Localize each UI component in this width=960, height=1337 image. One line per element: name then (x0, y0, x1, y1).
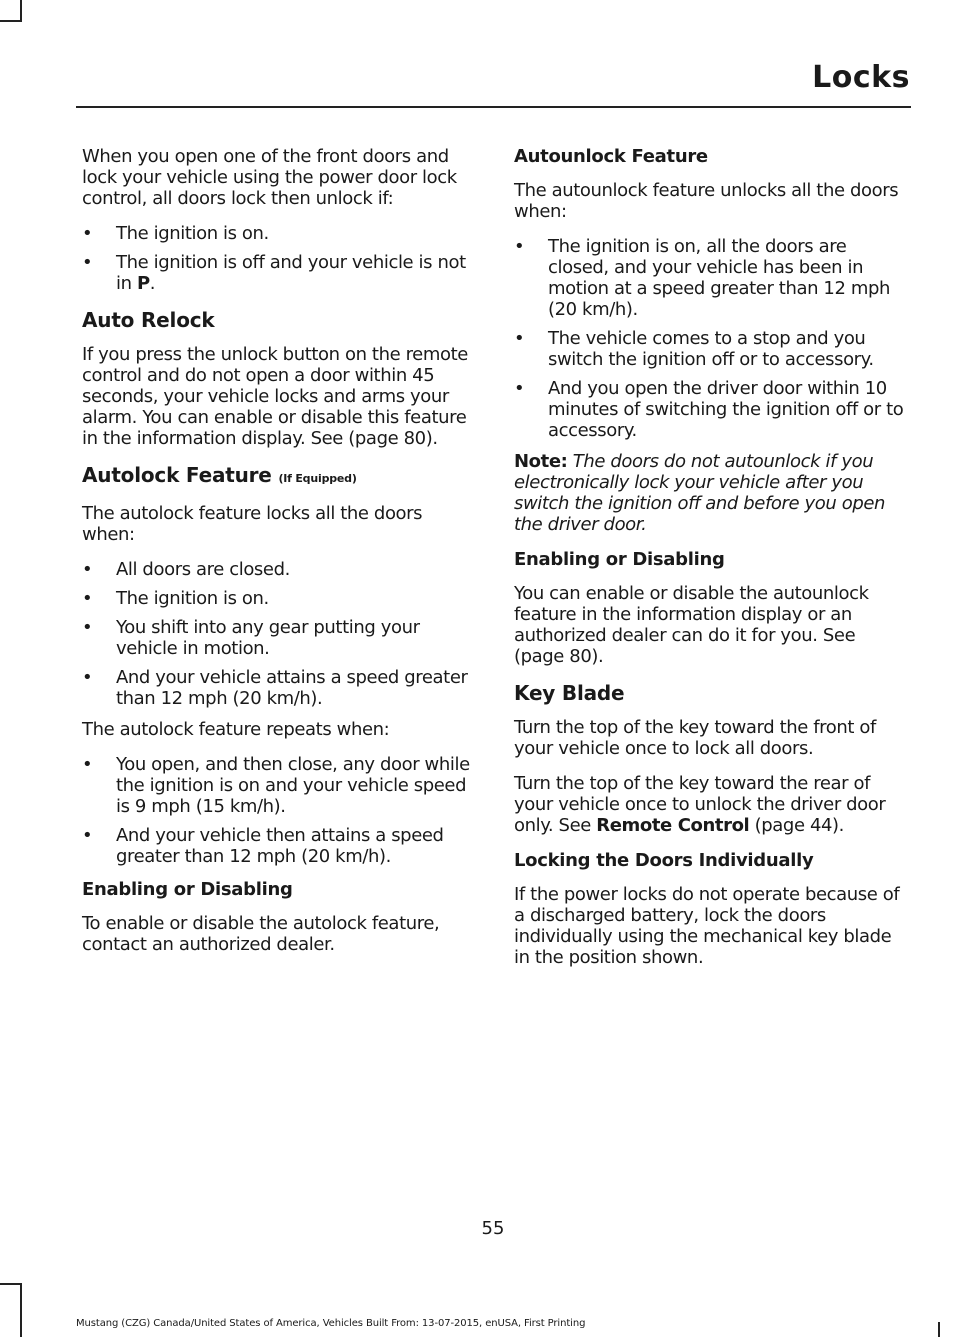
crop-mark-top-left-h (0, 20, 22, 22)
list-item: • All doors are closed. (82, 559, 290, 580)
autolock-repeat-intro: The autolock feature repeats when: (82, 719, 390, 740)
if-equipped-qualifier: (If Equipped) (278, 472, 357, 485)
autolock-repeat-list (82, 754, 477, 867)
autolock-condition-list (82, 559, 477, 709)
autolock-heading: Autolock Feature (If Equipped) (82, 463, 357, 487)
page-number: 55 (481, 1218, 505, 1239)
note-label: Note: (514, 451, 568, 472)
note-body: The doors do not autounlock if you electronically lock your vehicle after you switch the ignition off and before you open the driver door. (514, 451, 886, 535)
list-item: • You open, and then close, any door while the ignition is on and your vehicle speed is 9 mph (15 km/h). (82, 754, 470, 817)
right-column (514, 146, 909, 982)
bullet-icon: • (82, 825, 93, 846)
footer-text: Mustang (CZG) Canada/United States of America, Vehicles Built From: 13-07-2015, enUSA, First Printing (76, 1318, 586, 1329)
bullet-icon: • (82, 252, 93, 273)
locking-individually-heading: Locking the Doors Individually (514, 850, 814, 871)
list-item: • And your vehicle attains a speed greater than 12 mph (20 km/h). (82, 667, 468, 709)
remote-control-reference: Remote Control (596, 815, 750, 836)
intro-condition-list (82, 223, 477, 294)
list-item: • The vehicle comes to a stop and you switch the ignition off or to accessory. (514, 328, 874, 370)
list-item: • The ignition is on. (82, 223, 269, 244)
bullet-icon: • (514, 378, 525, 399)
list-item: • The ignition is on. (82, 588, 269, 609)
autounlock-enable-body: You can enable or disable the autounlock feature in the information display or an authorized dealer can do it for you. See (page 80). (514, 583, 869, 667)
list-item: • You shift into any gear putting your vehicle in motion. (82, 617, 420, 659)
park-gear-label: P (136, 273, 150, 294)
locking-individually-body: If the power locks do not operate because of a discharged battery, lock the doors individually using the mechanical key blade in the position shown. (514, 884, 900, 968)
bullet-icon: • (82, 667, 93, 688)
list-item: • The ignition is off and your vehicle is not in P. (82, 252, 466, 294)
page-header-title: Locks (812, 60, 910, 95)
autolock-intro: The autolock feature locks all the doors when: (82, 503, 423, 545)
list-item: • And you open the driver door within 10 minutes of switching the ignition off or to accessory. (514, 378, 904, 441)
header-rule (76, 106, 911, 108)
auto-relock-heading: Auto Relock (82, 308, 215, 332)
list-item: • The ignition is on, all the doors are closed, and your vehicle has been in motion at a speed greater than 12 mph (20 km/h). (514, 236, 891, 320)
autounlock-intro: The autounlock feature unlocks all the doors when: (514, 180, 899, 222)
intro-paragraph: When you open one of the front doors and lock your vehicle using the power door lock control, all doors lock then unlock if: (82, 146, 457, 209)
auto-relock-body: If you press the unlock button on the remote control and do not open a door within 45 seconds, your vehicle locks and arms your alarm. You can enable or disable this feature in the information display. See (page 80). (82, 344, 468, 449)
bullet-icon: • (82, 754, 93, 775)
crop-mark-top-left-v (20, 0, 22, 22)
key-blade-p2: Turn the top of the key toward the rear of your vehicle once to unlock the driver door only. See Remote Control (page 44). (514, 773, 886, 836)
bullet-icon: • (82, 588, 93, 609)
crop-mark-bottom-left-v (20, 1283, 22, 1337)
autolock-enable-heading: Enabling or Disabling (82, 879, 293, 900)
bullet-icon: • (514, 236, 525, 257)
autolock-enable-body: To enable or disable the autolock feature, contact an authorized dealer. (82, 913, 440, 955)
key-blade-p1: Turn the top of the key toward the front of your vehicle once to lock all doors. (514, 717, 876, 759)
list-item: • And your vehicle then attains a speed greater than 12 mph (20 km/h). (82, 825, 444, 867)
autounlock-enable-heading: Enabling or Disabling (514, 549, 725, 570)
left-column (82, 146, 477, 969)
crop-mark-bottom-left-h (0, 1283, 22, 1285)
bullet-icon: • (514, 328, 525, 349)
key-blade-heading: Key Blade (514, 681, 625, 705)
bullet-icon: • (82, 617, 93, 638)
bullet-icon: • (82, 559, 93, 580)
autounlock-condition-list (514, 236, 909, 441)
autounlock-note (514, 451, 909, 535)
autounlock-heading: Autounlock Feature (514, 146, 708, 167)
bullet-icon: • (82, 223, 93, 244)
crop-mark-bottom-right-v (938, 1322, 940, 1337)
